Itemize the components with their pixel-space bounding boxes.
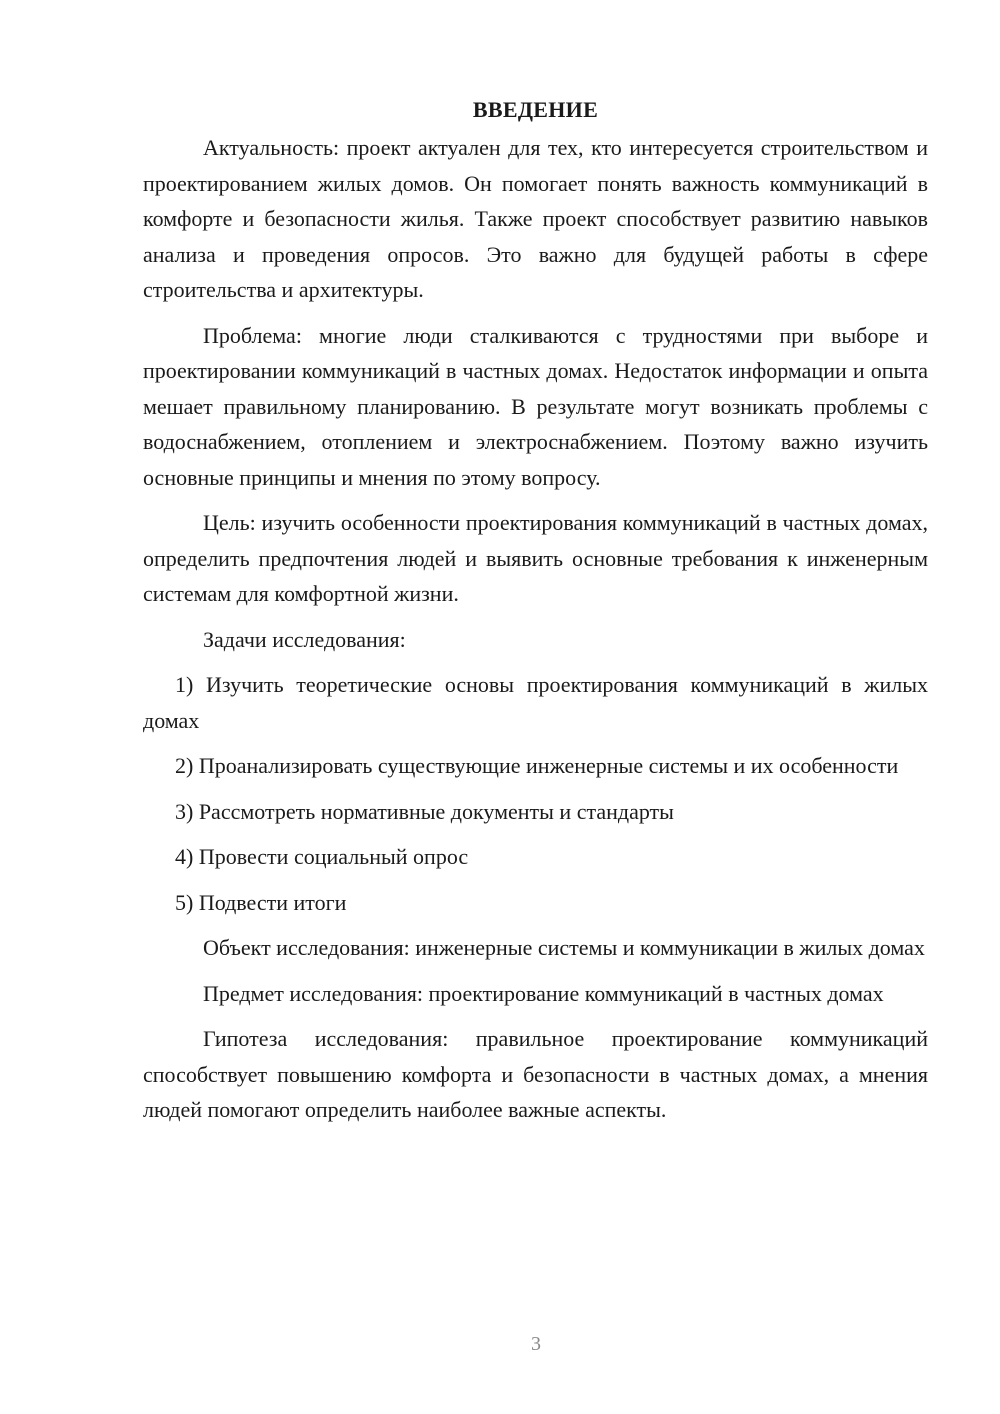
list-item: 4) Провести социальный опрос [175, 844, 469, 869]
paragraph-goal: Цель: изучить особенности проектирования коммуникаций в частных домах, определить предпочтения людей и выявить основные требования к инженерным системам для комфортной жизни. [143, 510, 928, 606]
page-number: 3 [531, 1333, 541, 1355]
paragraph-problem: Проблема: многие люди сталкиваются с трудностями при выборе и проектировании коммуникаций в частных домах. Недостаток информации и опыта мешает правильному планированию. В результате могут возникать проблемы с водоснабжением, отоплением и электроснабжением. Поэтому важно изучить основные принципы и мнения по этому вопросу. [143, 322, 928, 490]
list-item: 5) Подвести итоги [175, 889, 347, 915]
document-page [143, 92, 928, 1128]
paragraph-subject: Предмет исследования: проектирование коммуникаций в частных домах [203, 980, 884, 1006]
list-item: 2) Проанализировать существующие инженерные системы и их особенности [175, 753, 899, 778]
page-title: ВВЕДЕНИЕ [472, 97, 599, 122]
list-item: 3) Рассмотреть нормативные документы и стандарты [175, 798, 674, 824]
tasks-list [143, 667, 928, 920]
paragraph-hypothesis: Гипотеза исследования: правильное проектирование коммуникаций способствует повышению комфорта и безопасности в частных домах, а мнения людей помогают определить наиболее важные аспекты. [143, 1026, 928, 1122]
paragraph-relevance: Актуальность: проект актуален для тех, кто интересуется строительством и проектированием жилых домов. Он помогает понять важность коммуникаций в комфорте и безопасности жилья. Также проект способствует развитию навыков анализа и проведения опросов. Это важно для будущей работы в сфере строительства и архитектуры. [143, 135, 928, 302]
tasks-heading: Задачи исследования: [203, 626, 406, 652]
paragraph-object: Объект исследования: инженерные системы и коммуникации в жилых домах [203, 935, 925, 960]
list-item: 1) Изучить теоретические основы проектирования коммуникаций в жилых домах [143, 672, 928, 733]
